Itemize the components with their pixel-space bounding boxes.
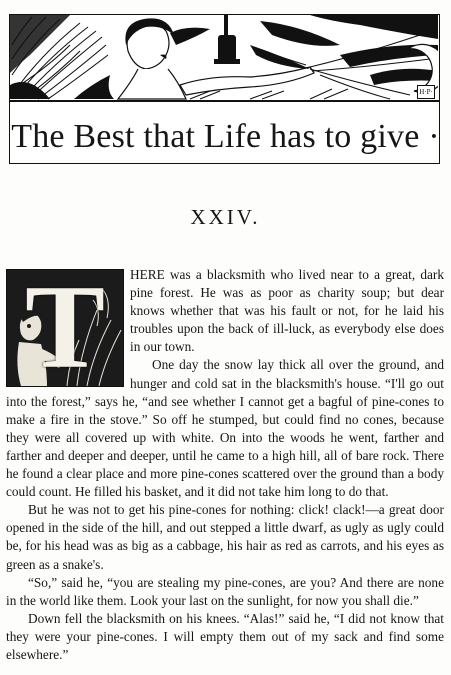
banner-divider — [10, 100, 439, 102]
header-illustration — [10, 15, 438, 101]
paragraph-1: HERE was a blacksmith who lived near to a great, dark pine forest. He was as poor as charity soup; but dear knows whether that was his fault or not, for he laid his troubles upon the back of ill-luck, as everybody else does in our town. — [130, 267, 444, 355]
chapter-heading: XXIV. — [190, 205, 261, 229]
paragraph-5: Down fell the blacksmith on his knees. “Alas!” said he, “I did not know that they were your pine-cones. I will empty them out of my sack and find some elsewhere.” — [6, 610, 444, 662]
page-title: The Best that Life has to give · — [11, 118, 440, 155]
drop-cap-illustration — [6, 269, 124, 387]
header-banner — [9, 14, 440, 164]
illustrator-monogram: H·P· — [417, 85, 435, 99]
paragraph-4: “So,” said he, “you are stealing my pine-cones, are you? And there are none in the world like them. Look your last on the sunlight, for now you shall die.” — [6, 574, 444, 608]
paragraph-2: One day the snow lay thick all over the ground, and hunger and cold sat in the blacksmith's house. “I'll go out into the forest,” says he, “and see whether I cannot get a bagful of pine-cones to make a fire in the stove.” So off he stumped, but could find no cones, because they were all covered up with white. On into the woods he went, farther and farther and deeper and deeper, until he came to a high hill, all of bare rock. There he found a clear place and more pine-cones scattered over the ground than a body could count. He filled his basket, and it did not take him long to do that. — [6, 357, 444, 500]
drop-cap-letter: T — [24, 269, 106, 387]
story-text — [6, 266, 444, 664]
paragraph-3: But he was not to get his pine-cones for nothing: click! clack!—a great door opened in the side of the hill, and out stepped a little dwarf, as ugly as ugly could be, for his head was as big as a cabbage, his hair as red as carrots, and his eyes as green as a snake's. — [6, 502, 444, 572]
